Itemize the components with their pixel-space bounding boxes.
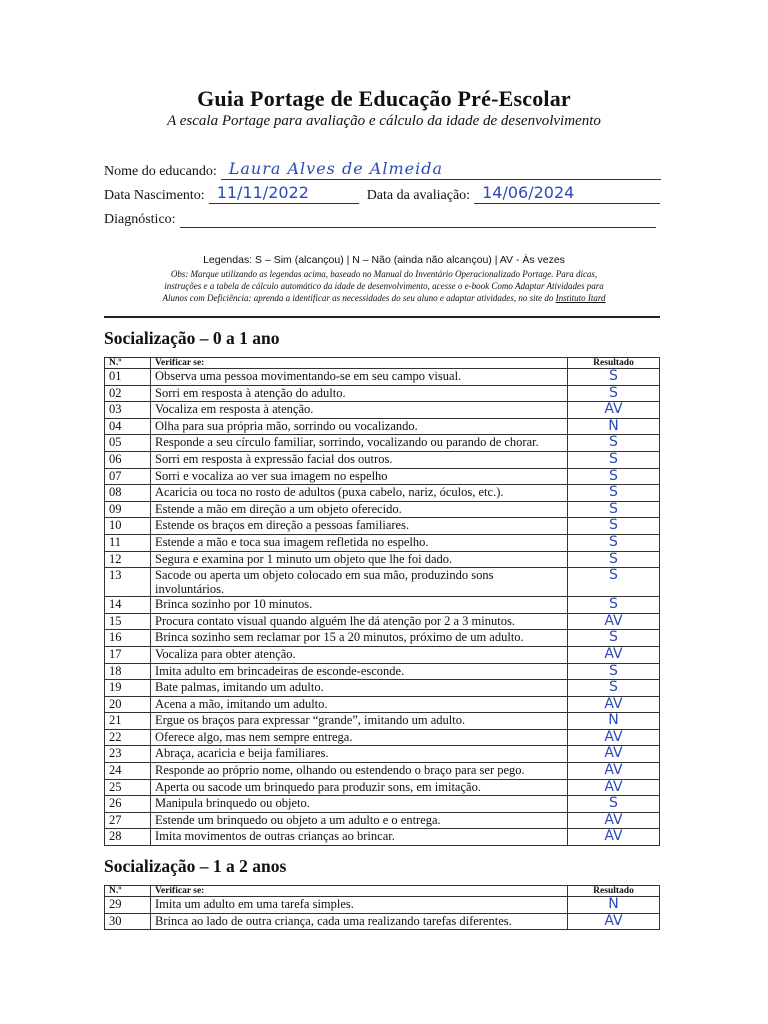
obs-line-2: instruções e a tabela de cálculo automático da idade de desenvolvimento, acesse o e-book Como Adaptar Atividades para	[164, 281, 604, 291]
table-row	[105, 369, 660, 386]
legend-text: Legendas: S – Sim (alcançou) | N – Não (ainda não alcançou) | AV - Às vezes	[203, 254, 565, 266]
item-result[interactable]: AV	[568, 696, 660, 713]
table-row	[105, 385, 660, 402]
item-description: Bate palmas, imitando um adulto.	[151, 680, 568, 697]
table-row	[105, 663, 660, 680]
item-description: Vocaliza para obter atenção.	[151, 646, 568, 663]
item-result[interactable]: N	[568, 897, 660, 914]
item-result[interactable]: AV	[568, 402, 660, 419]
section-1	[104, 328, 664, 846]
item-description: Vocaliza em resposta à atenção.	[151, 402, 568, 419]
table-row	[105, 763, 660, 780]
item-result[interactable]: S	[568, 451, 660, 468]
item-number: 11	[105, 534, 151, 551]
page-subtitle: A escala Portage para avaliação e cálculo da idade de desenvolvimento	[167, 113, 601, 129]
item-number: 22	[105, 729, 151, 746]
table-row	[105, 646, 660, 663]
birth-label: Data Nascimento:	[104, 188, 205, 203]
item-description: Sacode ou aperta um objeto colocado em sua mão, produzindo sons involuntários.	[151, 568, 568, 597]
table-row	[105, 913, 660, 930]
item-number: 21	[105, 713, 151, 730]
item-description: Responde ao próprio nome, olhando ou estendendo o braço para ser pego.	[151, 763, 568, 780]
table-row	[105, 501, 660, 518]
item-number: 06	[105, 451, 151, 468]
diagnosis-label: Diagnóstico:	[104, 212, 176, 227]
item-description: Acaricia ou toca no rosto de adultos (puxa cabelo, nariz, óculos, etc.).	[151, 485, 568, 502]
item-result[interactable]: S	[568, 369, 660, 386]
table-row	[105, 829, 660, 846]
item-number: 20	[105, 696, 151, 713]
item-result[interactable]: S	[568, 385, 660, 402]
section-2	[104, 856, 664, 930]
item-number: 18	[105, 663, 151, 680]
diagnosis-field[interactable]	[180, 207, 656, 228]
item-number: 01	[105, 369, 151, 386]
name-label: Nome do educando:	[104, 164, 217, 179]
item-description: Brinca sozinho sem reclamar por 15 a 20 minutos, próximo de um adulto.	[151, 630, 568, 647]
item-number: 19	[105, 680, 151, 697]
item-description: Acena a mão, imitando um adulto.	[151, 696, 568, 713]
obs-line-3-text: Alunos com Deficiência: aprenda a identificar as necessidades do seu aluno e adaptar atividades, no site do	[162, 293, 556, 303]
student-info	[104, 156, 664, 228]
header-num: N.º	[105, 886, 151, 897]
item-result[interactable]: AV	[568, 746, 660, 763]
item-result[interactable]: AV	[568, 763, 660, 780]
item-number: 25	[105, 779, 151, 796]
legend-block	[104, 254, 664, 304]
name-field[interactable]	[221, 159, 661, 180]
item-description: Brinca ao lado de outra criança, cada uma realizando tarefas diferentes.	[151, 913, 568, 930]
item-number: 10	[105, 518, 151, 535]
table-header-row	[105, 886, 660, 897]
form-page	[104, 86, 664, 930]
table-row	[105, 729, 660, 746]
item-result[interactable]: AV	[568, 729, 660, 746]
item-description: Observa uma pessoa movimentando-se em seu campo visual.	[151, 369, 568, 386]
item-number: 30	[105, 913, 151, 930]
item-number: 24	[105, 763, 151, 780]
table-row	[105, 630, 660, 647]
item-number: 08	[105, 485, 151, 502]
item-description: Olha para sua própria mão, sorrindo ou vocalizando.	[151, 418, 568, 435]
item-result[interactable]: S	[568, 663, 660, 680]
item-description: Imita movimentos de outras crianças ao brincar.	[151, 829, 568, 846]
item-number: 02	[105, 385, 151, 402]
diagnosis-row	[104, 204, 664, 228]
item-description: Oferece algo, mas nem sempre entrega.	[151, 729, 568, 746]
eval-value: 14/06/2024	[482, 183, 575, 202]
item-description: Responde a seu círculo familiar, sorrindo, vocalizando ou parando de chorar.	[151, 435, 568, 452]
item-result[interactable]: S	[568, 534, 660, 551]
item-result[interactable]: N	[568, 713, 660, 730]
instituto-link[interactable]: Instituto Itard	[555, 293, 606, 303]
table-row	[105, 435, 660, 452]
obs-line-1: Obs: Marque utilizando as legendas acima, baseado no Manual do Inventário Operacionalizado Portage. Para dicas,	[170, 269, 598, 279]
table-row	[105, 418, 660, 435]
item-number: 04	[105, 418, 151, 435]
table-row	[105, 713, 660, 730]
item-number: 28	[105, 829, 151, 846]
item-number: 14	[105, 597, 151, 614]
item-result[interactable]: AV	[568, 646, 660, 663]
item-description: Sorri e vocaliza ao ver sua imagem no espelho	[151, 468, 568, 485]
item-description: Estende a mão e toca sua imagem refletida no espelho.	[151, 534, 568, 551]
header-check: Verificar se:	[151, 358, 568, 369]
page-title: Guia Portage de Educação Pré-Escolar	[197, 86, 571, 111]
name-value: Laura Alves de Almeida	[228, 159, 443, 178]
item-description: Procura contato visual quando alguém lhe dá atenção por 2 a 3 minutos.	[151, 613, 568, 630]
table-row	[105, 597, 660, 614]
item-result[interactable]: S	[568, 597, 660, 614]
item-number: 13	[105, 568, 151, 597]
item-result[interactable]: S	[568, 485, 660, 502]
table-row	[105, 680, 660, 697]
table-row	[105, 796, 660, 813]
item-result[interactable]: S	[568, 468, 660, 485]
item-result[interactable]: AV	[568, 913, 660, 930]
item-result[interactable]: AV	[568, 613, 660, 630]
table-row	[105, 468, 660, 485]
item-result[interactable]: S	[568, 501, 660, 518]
item-number: 23	[105, 746, 151, 763]
item-result[interactable]: S	[568, 796, 660, 813]
table-row	[105, 551, 660, 568]
item-description: Segura e examina por 1 minuto um objeto que lhe foi dado.	[151, 551, 568, 568]
name-row	[104, 156, 664, 180]
item-number: 16	[105, 630, 151, 647]
obs-line-3	[104, 292, 664, 304]
item-number: 17	[105, 646, 151, 663]
observation-note	[104, 268, 664, 304]
items-table	[104, 885, 660, 930]
item-number: 05	[105, 435, 151, 452]
item-result[interactable]: S	[568, 518, 660, 535]
header-result: Resultado	[568, 358, 660, 369]
item-result[interactable]: AV	[568, 812, 660, 829]
table-row	[105, 613, 660, 630]
table-row	[105, 696, 660, 713]
birth-field[interactable]	[209, 183, 359, 204]
item-description: Sorri em resposta à expressão facial dos outros.	[151, 451, 568, 468]
items-table	[104, 357, 660, 846]
item-description: Imita adulto em brincadeiras de esconde-esconde.	[151, 663, 568, 680]
item-description: Estende os braços em direção a pessoas familiares.	[151, 518, 568, 535]
item-number: 26	[105, 796, 151, 813]
item-number: 07	[105, 468, 151, 485]
item-description: Brinca sozinho por 10 minutos.	[151, 597, 568, 614]
birth-value: 11/11/2022	[216, 183, 309, 202]
section-title: Socialização – 0 a 1 ano	[104, 328, 280, 348]
item-description: Ergue os braços para expressar “grande”, imitando um adulto.	[151, 713, 568, 730]
item-result[interactable]: S	[568, 568, 660, 597]
eval-label: Data da avaliação:	[366, 188, 471, 203]
table-row	[105, 568, 660, 597]
item-result[interactable]: S	[568, 435, 660, 452]
item-description: Abraça, acaricia e beija familiares.	[151, 746, 568, 763]
item-number: 09	[105, 501, 151, 518]
item-number: 29	[105, 897, 151, 914]
header-check: Verificar se:	[151, 886, 568, 897]
item-description: Imita um adulto em uma tarefa simples.	[151, 897, 568, 914]
table-row	[105, 451, 660, 468]
dates-row	[104, 180, 664, 204]
sections-container	[104, 328, 664, 930]
table-row	[105, 812, 660, 829]
item-result[interactable]: S	[568, 680, 660, 697]
item-result[interactable]: AV	[568, 829, 660, 846]
item-description: Sorri em resposta à atenção do adulto.	[151, 385, 568, 402]
item-number: 15	[105, 613, 151, 630]
table-row	[105, 779, 660, 796]
item-result[interactable]: N	[568, 418, 660, 435]
table-row	[105, 518, 660, 535]
table-row	[105, 897, 660, 914]
eval-field[interactable]	[474, 183, 660, 204]
table-header-row	[105, 358, 660, 369]
item-number: 27	[105, 812, 151, 829]
divider	[104, 316, 660, 318]
header-num: N.º	[105, 358, 151, 369]
item-description: Estende um brinquedo ou objeto a um adulto e o entrega.	[151, 812, 568, 829]
table-row	[105, 746, 660, 763]
section-title: Socialização – 1 a 2 anos	[104, 856, 287, 877]
table-row	[105, 402, 660, 419]
table-row	[105, 485, 660, 502]
item-description: Estende a mão em direção a um objeto oferecido.	[151, 501, 568, 518]
item-result[interactable]: S	[568, 551, 660, 568]
item-result[interactable]: S	[568, 630, 660, 647]
table-row	[105, 534, 660, 551]
item-description: Aperta ou sacode um brinquedo para produzir sons, em imitação.	[151, 779, 568, 796]
item-description: Manipula brinquedo ou objeto.	[151, 796, 568, 813]
item-result[interactable]: AV	[568, 779, 660, 796]
item-number: 12	[105, 551, 151, 568]
header-result: Resultado	[568, 886, 660, 897]
item-number: 03	[105, 402, 151, 419]
